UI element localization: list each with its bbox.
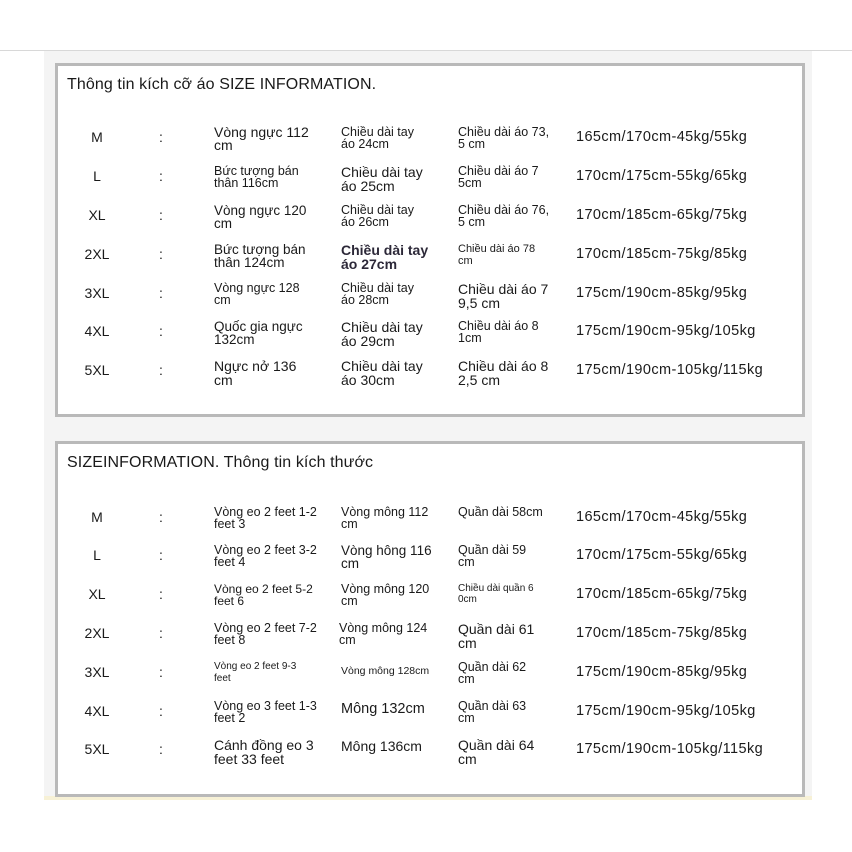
table-row [58, 320, 802, 358]
hip-measure: Mông 136cm [341, 738, 422, 754]
table-row [58, 126, 802, 164]
sleeve-length: Chiều dài tay áo 26cm [341, 203, 414, 229]
chest-measure: Bức tượng bán thân 124cm [214, 242, 306, 270]
size-label: XL [88, 207, 106, 223]
table-row [58, 243, 802, 281]
hip-measure: Mông 132cm [341, 701, 425, 717]
colon: : [159, 509, 163, 525]
height-weight: 175cm/190cm-105kg/115kg [576, 362, 764, 378]
colon: : [159, 664, 163, 680]
table-row [58, 622, 802, 660]
shirt-length: Chiều dài áo 73, 5 cm [458, 125, 550, 151]
pants-table-title: SIZEINFORMATION. Thông tin kích thước [67, 454, 374, 471]
waist-measure: Cánh đồng eo 3 feet 33 feet [214, 737, 314, 767]
shirt-length: Chiều dài áo 7 9,5 cm [458, 281, 549, 311]
height-weight: 170cm/185cm-75kg/85kg [576, 625, 748, 641]
size-label: 4XL [84, 323, 110, 339]
height-weight: 175cm/190cm-95kg/105kg [576, 323, 756, 339]
size-label: 4XL [84, 703, 110, 719]
table-row [58, 738, 802, 776]
table-row [58, 544, 802, 582]
chest-measure: Vòng ngực 112 cm [214, 124, 309, 153]
sleeve-length: Chiều dài tay áo 29cm [341, 319, 423, 349]
colon: : [159, 168, 163, 184]
colon: : [159, 362, 163, 378]
colon: : [159, 323, 163, 339]
chest-measure: Vòng ngực 120 cm [214, 203, 307, 231]
waist-measure: Vòng eo 2 feet 3-2 feet 4 [214, 543, 317, 569]
colon: : [159, 129, 163, 145]
pants-length: Quần dài 58cm [458, 505, 543, 519]
sleeve-length: Chiều dài tay áo 24cm [341, 125, 414, 151]
pants-length: Quần dài 61 cm [458, 621, 535, 651]
shirt-length: Chiều dài áo 8 2,5 cm [458, 358, 549, 388]
hip-measure: Vòng mông 112 cm [341, 505, 429, 531]
colon: : [159, 625, 163, 641]
shirt-table-title: Thông tin kích cỡ áo SIZE INFORMATION. [67, 76, 377, 93]
colon: : [159, 207, 163, 223]
chest-measure: Bức tượng bán thân 116cm [214, 164, 299, 190]
height-weight: 170cm/185cm-75kg/85kg [576, 246, 748, 262]
sleeve-length: Chiều dài tay áo 27cm [341, 242, 429, 272]
table-row [58, 359, 802, 397]
hip-measure: Vòng mông 124 cm [339, 621, 428, 647]
size-label: 3XL [84, 664, 110, 680]
pants-length: Quần dài 63 cm [458, 699, 527, 725]
pants-length: Quần dài 62 cm [458, 660, 527, 686]
height-weight: 165cm/170cm-45kg/55kg [576, 509, 748, 525]
pants-length: Quần dài 59 cm [458, 543, 527, 569]
table-row [58, 282, 802, 320]
shirt-length: Chiều dài áo 78 cm [458, 243, 536, 267]
shirt-size-table [55, 63, 805, 417]
hip-measure: Vòng hông 116 cm [341, 543, 432, 571]
colon: : [159, 285, 163, 301]
shirt-length: Chiều dài áo 7 5cm [458, 164, 539, 190]
shirt-length: Chiều dài áo 76, 5 cm [458, 203, 550, 229]
height-weight: 165cm/170cm-45kg/55kg [576, 129, 748, 145]
colon: : [159, 547, 163, 563]
height-weight: 175cm/190cm-105kg/115kg [576, 741, 764, 757]
colon: : [159, 586, 163, 602]
table-row [58, 204, 802, 242]
size-label: XL [88, 586, 106, 602]
size-label: L [93, 168, 101, 184]
height-weight: 175cm/190cm-85kg/95kg [576, 285, 748, 301]
size-label: L [93, 547, 101, 563]
size-label: M [91, 129, 103, 145]
table-row [58, 506, 802, 544]
height-weight: 175cm/190cm-95kg/105kg [576, 703, 756, 719]
waist-measure: Vòng eo 2 feet 1-2 feet 3 [214, 505, 317, 531]
waist-measure: Vòng eo 2 feet 7-2 feet 8 [214, 621, 317, 647]
colon: : [159, 703, 163, 719]
pants-size-table [55, 441, 805, 797]
size-label: M [91, 509, 103, 525]
size-label: 5XL [84, 362, 110, 378]
colon: : [159, 741, 163, 757]
chest-measure: Vòng ngực 128 cm [214, 281, 300, 307]
hip-measure: Vòng mông 120 cm [341, 582, 430, 608]
table-row [58, 583, 802, 621]
table-row [58, 661, 802, 699]
sleeve-length: Chiều dài tay áo 25cm [341, 164, 423, 194]
size-label: 3XL [84, 285, 110, 301]
sleeve-length: Chiều dài tay áo 28cm [341, 281, 414, 307]
sleeve-length: Chiều dài tay áo 30cm [341, 358, 423, 388]
height-weight: 170cm/175cm-55kg/65kg [576, 547, 748, 563]
shirt-length: Chiều dài áo 8 1cm [458, 319, 539, 345]
height-weight: 170cm/185cm-65kg/75kg [576, 586, 748, 602]
chest-measure: Ngực nở 136 cm [214, 358, 297, 388]
colon: : [159, 246, 163, 262]
waist-measure: Vòng eo 2 feet 9-3 feet [214, 661, 297, 684]
table-row [58, 700, 802, 738]
waist-measure: Vòng eo 3 feet 1-3 feet 2 [214, 699, 317, 725]
size-label: 2XL [84, 246, 110, 262]
table-row [58, 165, 802, 203]
chest-measure: Quốc gia ngực 132cm [214, 319, 303, 347]
height-weight: 170cm/175cm-55kg/65kg [576, 168, 748, 184]
size-label: 5XL [84, 741, 110, 757]
pants-length: Quần dài 64 cm [458, 737, 535, 767]
size-label: 2XL [84, 625, 110, 641]
height-weight: 175cm/190cm-85kg/95kg [576, 664, 748, 680]
pants-length: Chiều dài quần 6 0cm [458, 583, 534, 605]
height-weight: 170cm/185cm-65kg/75kg [576, 207, 748, 223]
hip-measure: Vòng mông 128cm [341, 665, 430, 677]
waist-measure: Vòng eo 2 feet 5-2 feet 6 [214, 582, 313, 608]
